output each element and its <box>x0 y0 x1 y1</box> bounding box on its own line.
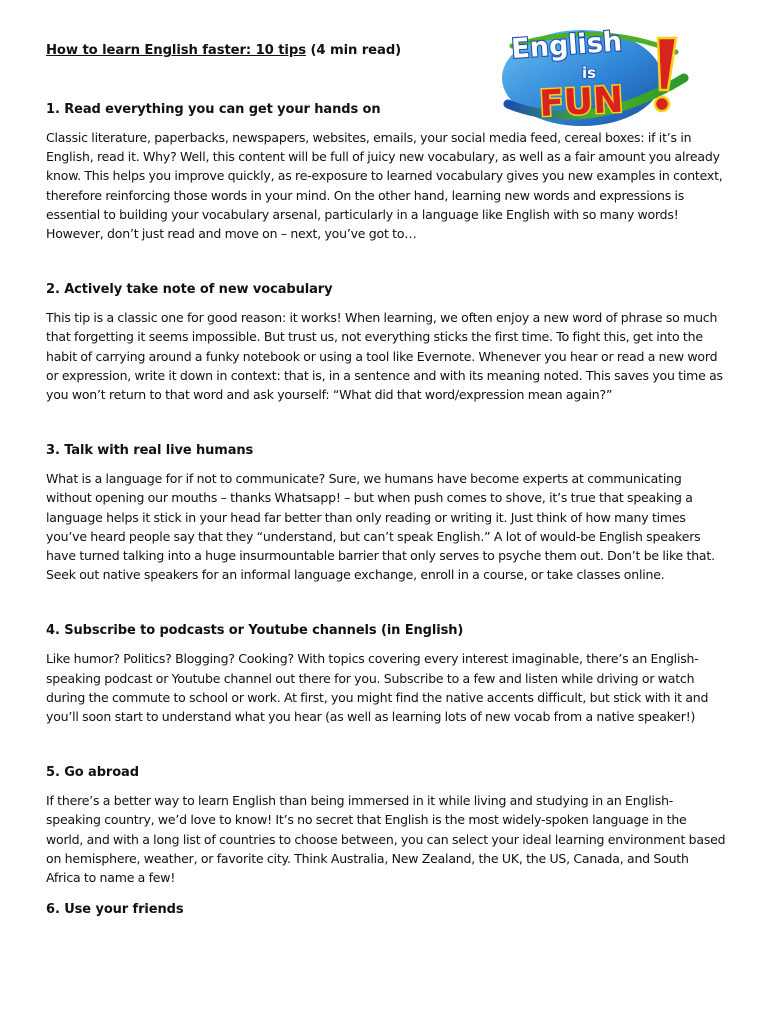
section-heading: 1. Read everything you can get your hands on <box>46 102 381 117</box>
tip-section-1 <box>46 100 726 243</box>
document-title-suffix: (4 min read) <box>305 43 402 58</box>
section-heading: 5. Go abroad <box>46 765 139 781</box>
section-paragraph: This tip is a classic one for good reason: it works! When learning, we often enjoy a new word of phrase so much that forgetting it seems impossible. But trust us, not everything sticks the first time. To fight this, get into the habit of carrying around a funky notebook or using a tool like Evernote. Whenever you hear or read a new word or expression, write it down in context: that is, in a sentence and with its meaning noted. This saves you time as you won’t return to that word and ask yourself: “What did that word/expression mean again?” <box>46 310 723 403</box>
tip-section-4 <box>46 621 726 726</box>
document-title-link: How to learn English faster: 10 tips <box>46 43 306 58</box>
tip-section-5 <box>46 763 726 887</box>
section-paragraph: What is a language for if not to communicate? Sure, we humans have become experts at communicating without opening our mouths – thanks Whatsapp! – but when push comes to shove, it’s true that speaking a language helps it stick in your head far better than only reading or writing it. Just think of how many times you’ve heard people say that they “understand, but can’t speak English.” A lot of would-be English speakers have turned talking into a huge insurmountable barrier that only serves to psyche them out. Don’t be like that. Seek out native speakers for an informal language exchange, enroll in a course, or take classes online. <box>46 471 715 583</box>
logo-text-fun: FUN <box>538 79 625 125</box>
section-paragraph: Classic literature, paperbacks, newspapers, websites, emails, your social media feed, cereal boxes: if it’s in English, read it. Why? Well, this content will be full of juicy new vocabulary, as well as a fair amount you already know. This helps you improve quickly, as re-exposure to learned vocabulary gives you new examples in context, therefore reinforcing those words in your mind. On the other hand, learning new words and expressions is essential to building your vocabulary arsenal, particularly in a language like English with so many words! However, don’t just read and move on – next, you’ve got to… <box>46 130 723 242</box>
section-paragraph: If there’s a better way to learn English than being immersed in it while living and studying in an English-speaking country, we’d love to know! It’s no secret that English is the most widely-spoken language in the world, and with a long list of countries to choose between, you can select your ideal learning environment based on hemisphere, weather, or favorite city. Think Australia, New Zealand, the UK, the US, Canada, and South Africa to name a few! <box>46 793 726 886</box>
section-paragraph: Like humor? Politics? Blogging? Cooking? With topics covering every interest imaginable, there’s an English-speaking podcast or Youtube channel out there for you. Subscribe to a few and listen while driving or watch during the commute to school or work. At first, you might find the native accents difficult, but stick with it and you’ll soon start to understand what you hear (as well as learning lots of new vocab from a native speaker!) <box>46 651 709 725</box>
logo-text-english: English <box>510 26 624 65</box>
section-heading: 6. Use your friends <box>46 902 184 918</box>
section-heading: 4. Subscribe to podcasts or Youtube channels (in English) <box>46 623 464 639</box>
section-heading: 2. Actively take note of new vocabulary <box>46 282 333 298</box>
tip-section-2 <box>46 280 726 404</box>
tip-section-6 <box>46 900 726 919</box>
logo-text-is: is <box>582 64 597 82</box>
document-title <box>46 43 401 58</box>
tip-section-3 <box>46 441 726 584</box>
document-body <box>46 100 726 919</box>
section-heading: 3. Talk with real live humans <box>46 443 254 459</box>
